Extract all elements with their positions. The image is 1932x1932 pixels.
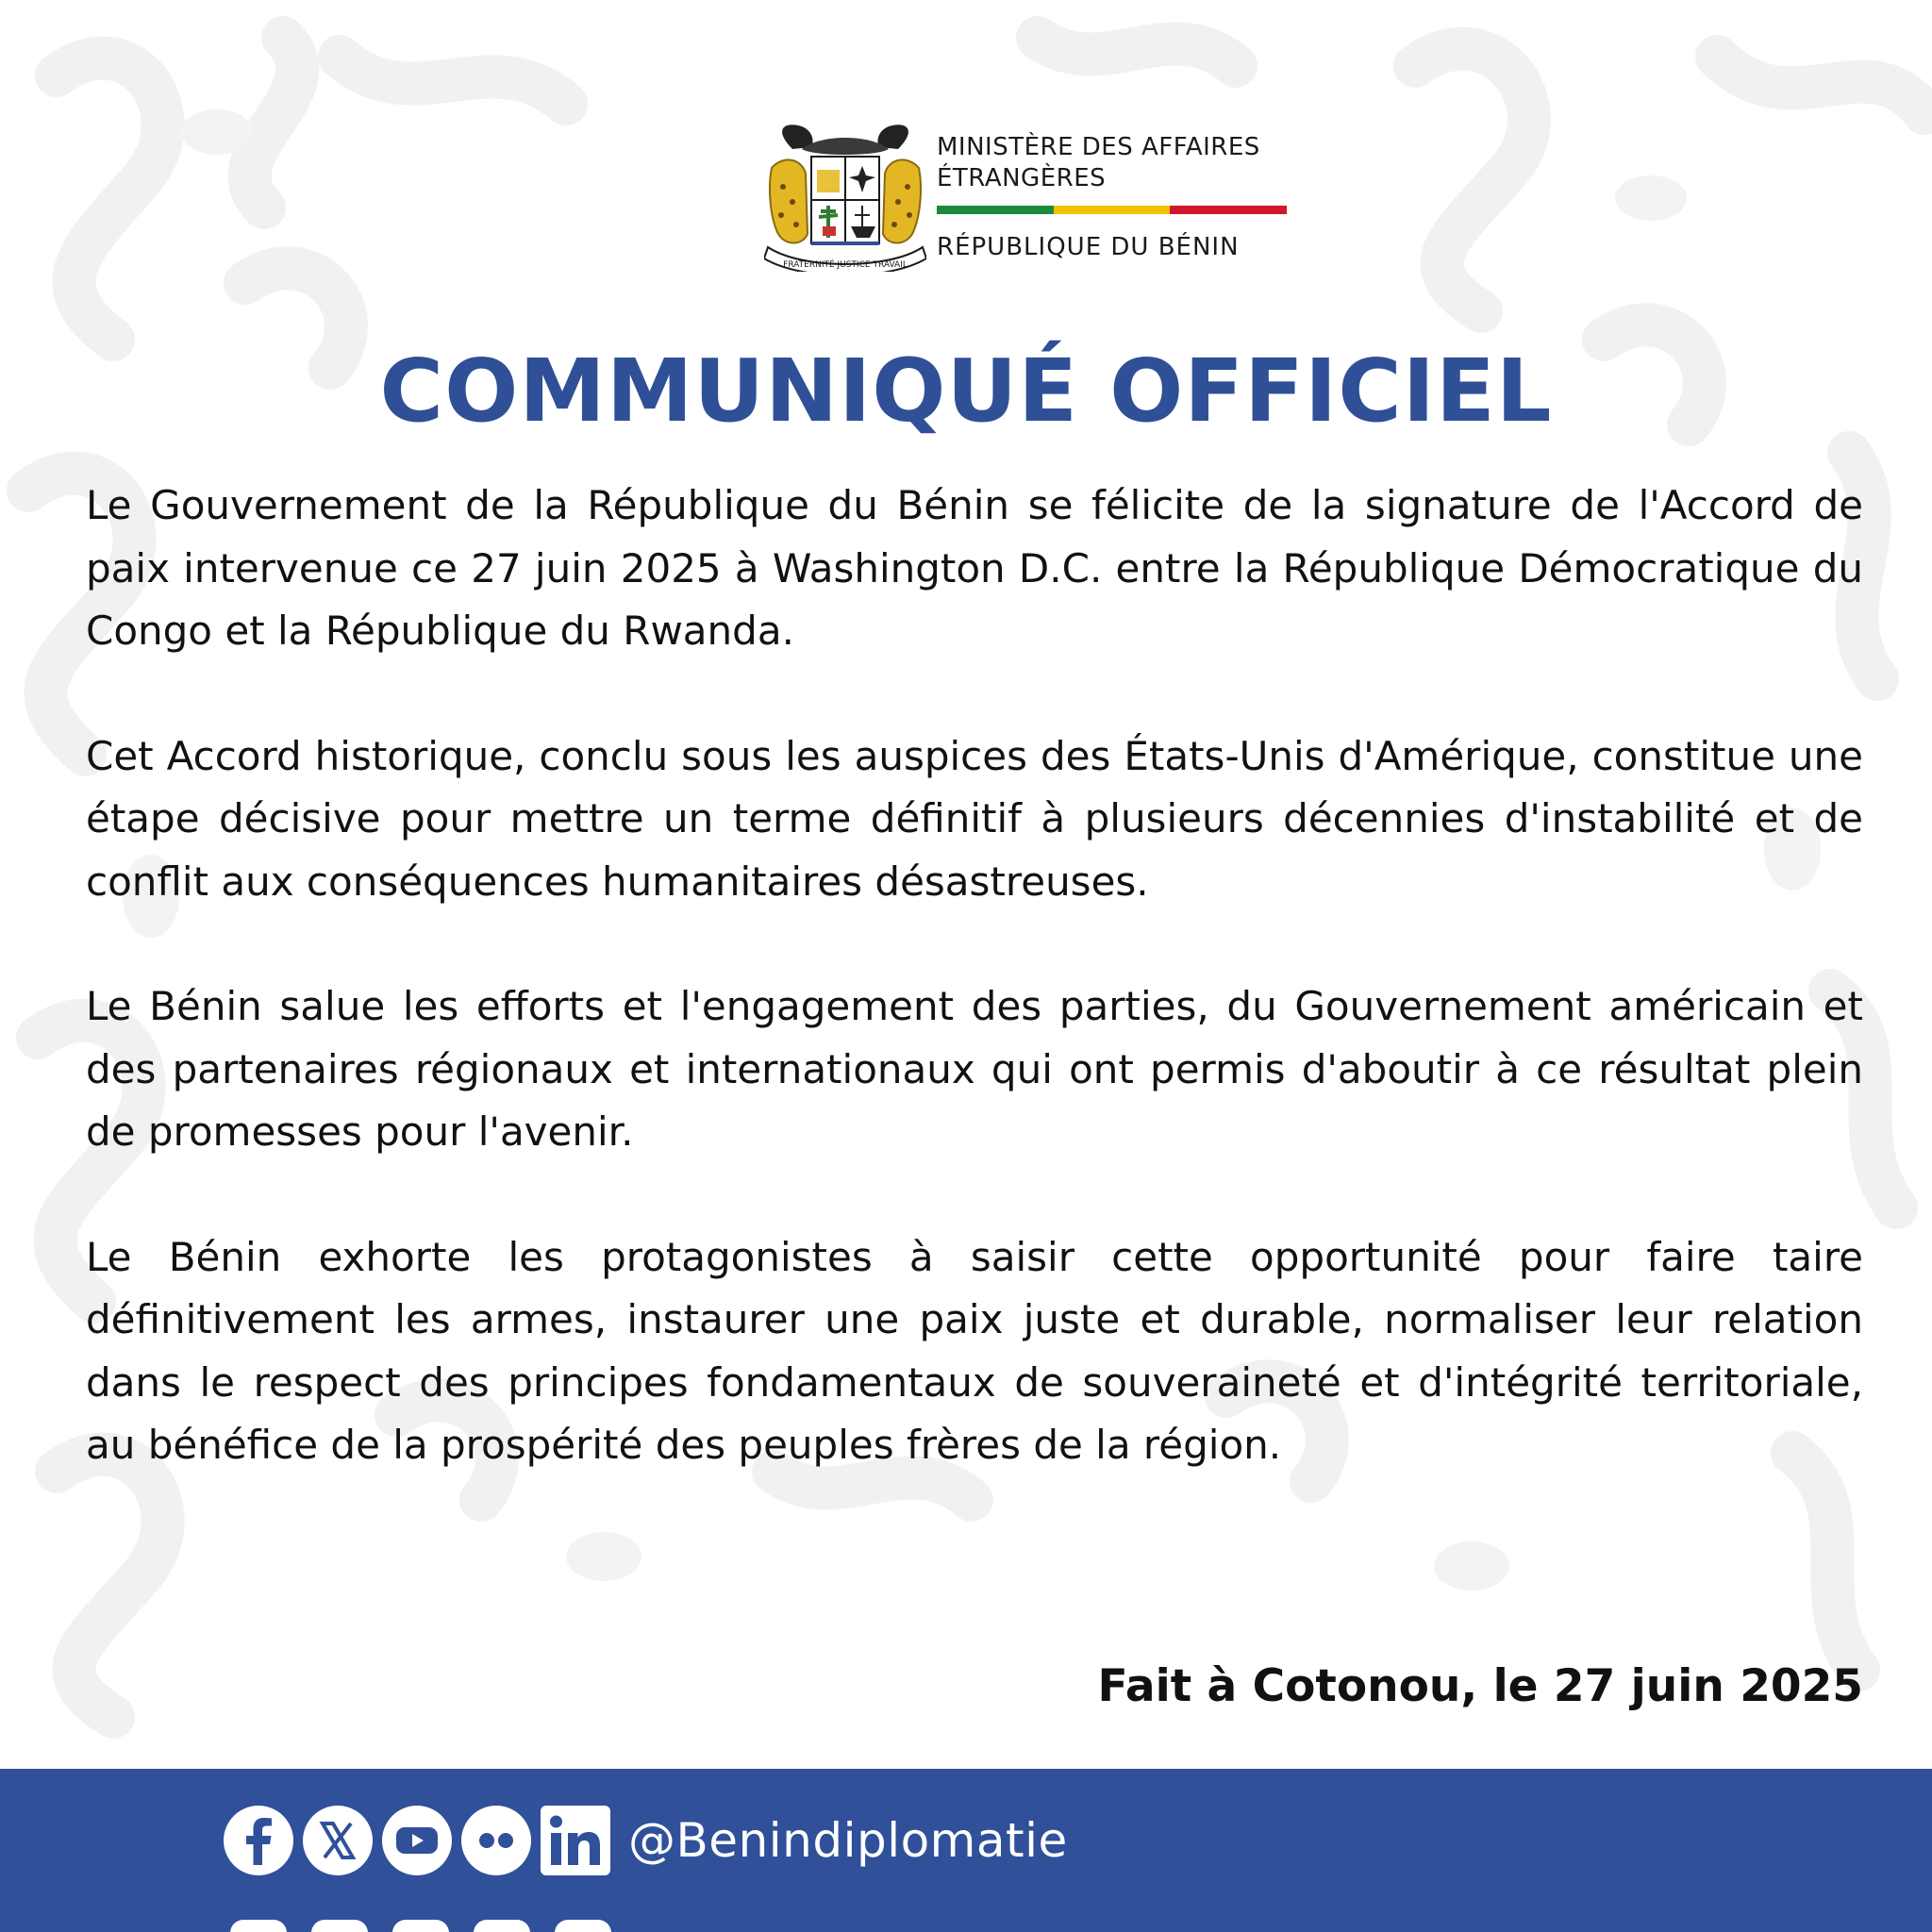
linkedin-icon[interactable] xyxy=(540,1805,611,1876)
cropped-icon xyxy=(555,1920,611,1932)
paragraph: Le Bénin exhorte les protagonistes à saisir cette opportunité pour faire taire définitivement les armes, instaurer une paix juste et durable, normaliser leur relation dans le respect des principes fondamentaux de souveraineté et d'intégrité territoriale, au bénéfice de la prospérité des peuples frères de la région. xyxy=(86,1233,1863,1468)
social-links xyxy=(223,1803,1068,1878)
page-title: COMMUNIQUÉ OFFICIEL xyxy=(379,341,1553,441)
cropped-icon xyxy=(230,1920,287,1932)
signature-line: Fait à Cotonou, le 27 juin 2025 xyxy=(1097,1660,1863,1712)
facebook-icon[interactable] xyxy=(223,1805,294,1876)
paragraph: Le Gouvernement de la République du Bénin se félicite de la signature de l'Accord de paix intervenue ce 27 juin 2025 à Washington D.C. entre la République Démocratique du Congo et la République du Rwanda. xyxy=(86,482,1863,654)
flag-color-bar xyxy=(937,206,1287,214)
paragraph: Cet Accord historique, conclu sous les auspices des États-Unis d'Amérique, constitue une étape décisive pour mettre un terme définitif à plusieurs décennies d'instabilité et de conflit aux conséquences humanitaires désastreuses. xyxy=(86,732,1863,905)
flag-yellow-stripe xyxy=(1054,206,1171,214)
flag-red-stripe xyxy=(1170,206,1287,214)
cropped-icon xyxy=(392,1920,449,1932)
youtube-icon[interactable] xyxy=(381,1805,453,1876)
flickr-icon[interactable] xyxy=(460,1805,532,1876)
paragraph: Le Bénin salue les efforts et l'engagement des parties, du Gouvernement américain et des partenaires régionaux et internationaux qui ont permis d'aboutir à ce résultat plein de promesses pour l'avenir. xyxy=(86,983,1863,1155)
coat-motto: FRATERNITÉ JUSTICE TRAVAIL xyxy=(783,260,908,270)
benin-coat-of-arms-icon xyxy=(764,121,926,272)
ministry-header xyxy=(764,121,1292,272)
ministry-name-line2: ÉTRANGÈRES xyxy=(937,164,1107,192)
cropped-icon xyxy=(311,1920,368,1932)
ministry-name-line1: MINISTÈRE DES AFFAIRES xyxy=(937,133,1260,161)
communique-body xyxy=(86,475,1863,1540)
social-icons-cropped-row xyxy=(230,1920,636,1932)
ministry-name xyxy=(937,132,1295,194)
social-footer xyxy=(0,1769,1932,1932)
republic-name: RÉPUBLIQUE DU BÉNIN xyxy=(937,233,1240,261)
social-handle[interactable]: @Benindiplomatie xyxy=(628,1813,1068,1868)
cropped-icon xyxy=(474,1920,530,1932)
flag-green-stripe xyxy=(937,206,1054,214)
x-icon[interactable] xyxy=(302,1805,374,1876)
